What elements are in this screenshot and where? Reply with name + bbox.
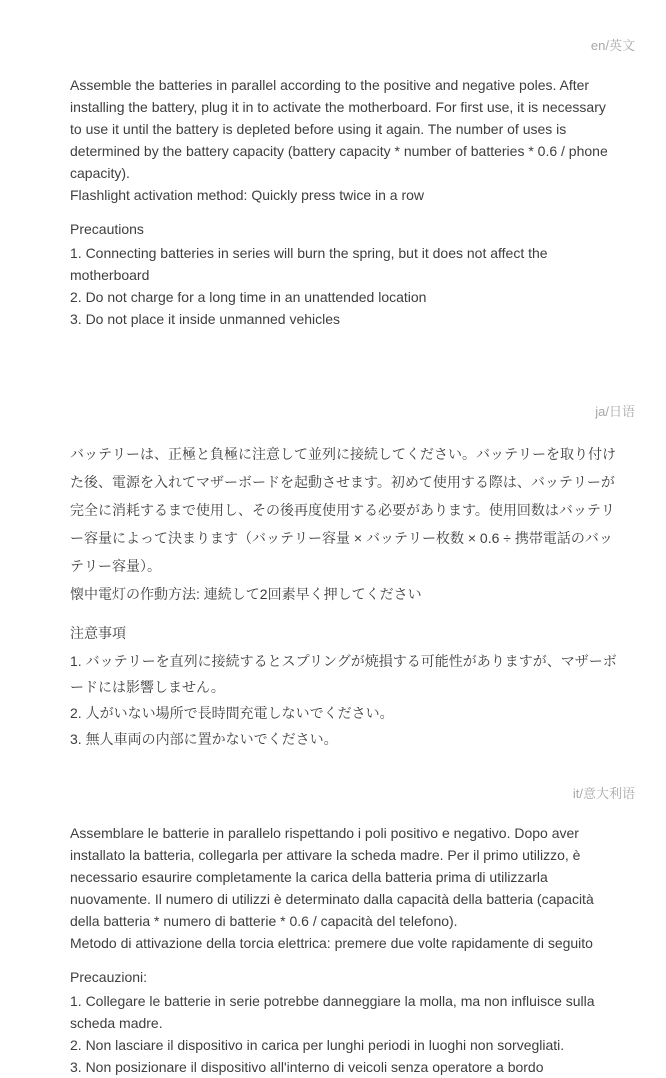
section-body-en (70, 74, 618, 330)
flashlight-line-ja: 懐中電灯の作動方法: 連続して2回素早く押してください (70, 586, 422, 602)
precaution-item: 2. Do not charge for a long time in an unattended location (70, 289, 427, 305)
flashlight-line-it: Metodo di attivazione della torcia elettrica: premere due volte rapidamente di seguito (70, 935, 593, 951)
instructions-paragraph-en: Assemble the batteries in parallel according to the positive and negative poles. After installing the battery, plug it in to activate the motherboard. For first use, it is necessary to use it until the battery is depleted before using it again. The number of uses is determined by the battery capacity (battery capacity * number of batteries * 0.6 / phone capacity). (70, 77, 608, 181)
precautions-block-en (70, 218, 618, 330)
precautions-title-it: Precauzioni: (70, 969, 148, 985)
instructions-paragraph-it: Assemblare le batterie in parallelo rispettando i poli positivo e negativo. Dopo aver installato la batteria, collegarla per attivare la scheda madre. Per il primo utilizzo, è necessario esaurire completamente la carica della batteria prima di utilizzarla nuovamente. Il numero di utilizzi è determinato dalla capacità della batteria (capacità della batteria * numero di batterie * 0.6 / capacità del telefono). (70, 825, 594, 929)
instructions-paragraph-ja: バッテリーは、正極と負極に注意して並列に接続してください。バッテリーを取り付けた後、電源を入れてマザーボードを起動させます。初めて使用する際は、バッテリーが完全に消耗するまで使用し、その後再度使用する必要があります。使用回数はバッテリー容量によって決まります（バッテリー容量 × バッテリー枚数 × 0.6 ÷ 携帯電話のバッテリー容量）。 (70, 446, 616, 574)
section-body-ja (70, 440, 618, 752)
precaution-item: 1. Connecting batteries in series will burn the spring, but it does not affect the motherboard (70, 245, 548, 283)
precaution-item: 1. Collegare le batterie in serie potrebbe danneggiare la molla, ma non influisce sulla scheda madre. (70, 993, 595, 1031)
section-english (70, 38, 635, 330)
precaution-item: 3. Non posizionare il dispositivo all'interno di veicoli senza operatore a bordo (70, 1059, 544, 1075)
language-label-ja: ja/日语 (595, 404, 635, 419)
section-body-it (70, 822, 618, 1078)
precautions-block-it (70, 966, 618, 1078)
precautions-block-ja (70, 620, 618, 752)
precaution-item: 2. Non lasciare il dispositivo in carica per lunghi periodi in luoghi non sorvegliati. (70, 1037, 565, 1053)
precaution-item: 2. 人がいない場所で長時間充電しないでください。 (70, 705, 394, 721)
precautions-title-ja: 注意事項 (70, 625, 126, 641)
language-label-it: it/意大利语 (572, 786, 635, 801)
language-label-en: en/英文 (590, 38, 635, 53)
section-italian (70, 786, 635, 1078)
precaution-item: 3. 無人車両の内部に置かないでください。 (70, 731, 338, 747)
section-japanese (70, 404, 635, 752)
precautions-title-en: Precautions (70, 221, 144, 237)
flashlight-line-en: Flashlight activation method: Quickly press twice in a row (70, 187, 425, 203)
precaution-item: 1. バッテリーを直列に接続するとスプリングが焼損する可能性がありますが、マザーボードには影響しません。 (70, 653, 617, 695)
precaution-item: 3. Do not place it inside unmanned vehicles (70, 311, 341, 327)
